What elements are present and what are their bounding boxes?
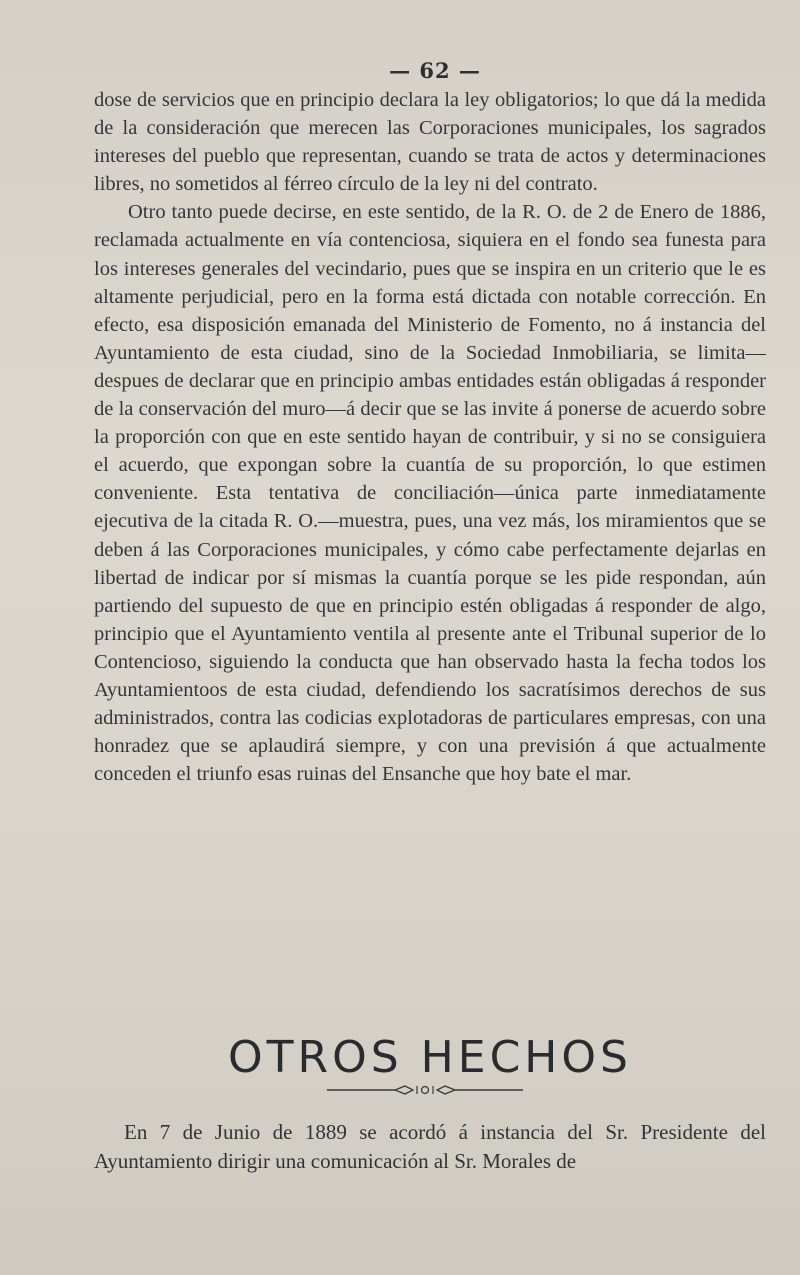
ornament-divider-icon <box>325 1082 525 1098</box>
body-text <box>94 86 766 788</box>
page-number-text: — 62 — <box>389 58 481 83</box>
paragraph-real-orden: Otro tanto puede decirse, en este sentido, de la R. O. de 2 de Enero de 1886, reclamada actualmente en vía contenciosa, siquiera en el fondo sea funesta para los intereses generales del vecindario, pues que se inspira en un criterio que le es altamente perjudicial, pero en la forma está dictada con notable corrección. En efecto, esa disposición emanada del Ministerio de Fomento, no á instancia del Ayuntamiento de esta ciudad, sino de la Sociedad Inmobiliaria, se limita—despues de declarar que en principio ambas entidades están obligadas á responder de la conservación del muro—á decir que se las invite á ponerse de acuerdo sobre la proporción con que en este sentido hayan de contribuir, y si no se consiguiera el acuerdo, que expongan sobre la cuantía de su proporción, lo que estimen conveniente. Esta tentativa de conciliación—única parte inmediatamente ejecutiva de la citada R. O.—muestra, pues, una vez más, los miramientos que se deben á las Corporaciones municipales, y cómo cabe perfectamente dejarlas en libertad de indicar por sí mismas la cuantía porque se les pide respondan, aún partiendo del supuesto de que en principio estén obligadas á responder de algo, principio que el Ayuntamiento ventila al presente ante el Tribunal superior de lo Contencioso, siguiendo la conducta que han observado hasta la fecha todos los Ayuntamientoos de esta ciudad, defendiendo los sacratísimos derechos de sus administrados, contra las codicias explotadoras de particulares empresas, con una honradez que se aplaudirá siempre, y con una previsión á que actualmente conceden el triunfo esas ruinas del Ensanche que hoy bate el mar. <box>94 201 766 786</box>
section-heading: OTROS HECHOS <box>228 1032 632 1083</box>
paragraph-continuation: dose de servicios que en principio declara la ley obligatorios; lo que dá la medida de la consideración que merecen las Corporaciones municipales, los sagrados intereses del pueblo que representan, cuando se trata de actos y determinaciones libres, no sometidos al férreo círculo de la ley ni del contrato. <box>94 89 766 196</box>
page-number <box>0 58 800 83</box>
paragraph-otros-hechos: En 7 de Junio de 1889 se acordó á instancia del Sr. Presidente del Ayuntamiento dirigir una comunicación al Sr. Morales de <box>94 1120 766 1173</box>
